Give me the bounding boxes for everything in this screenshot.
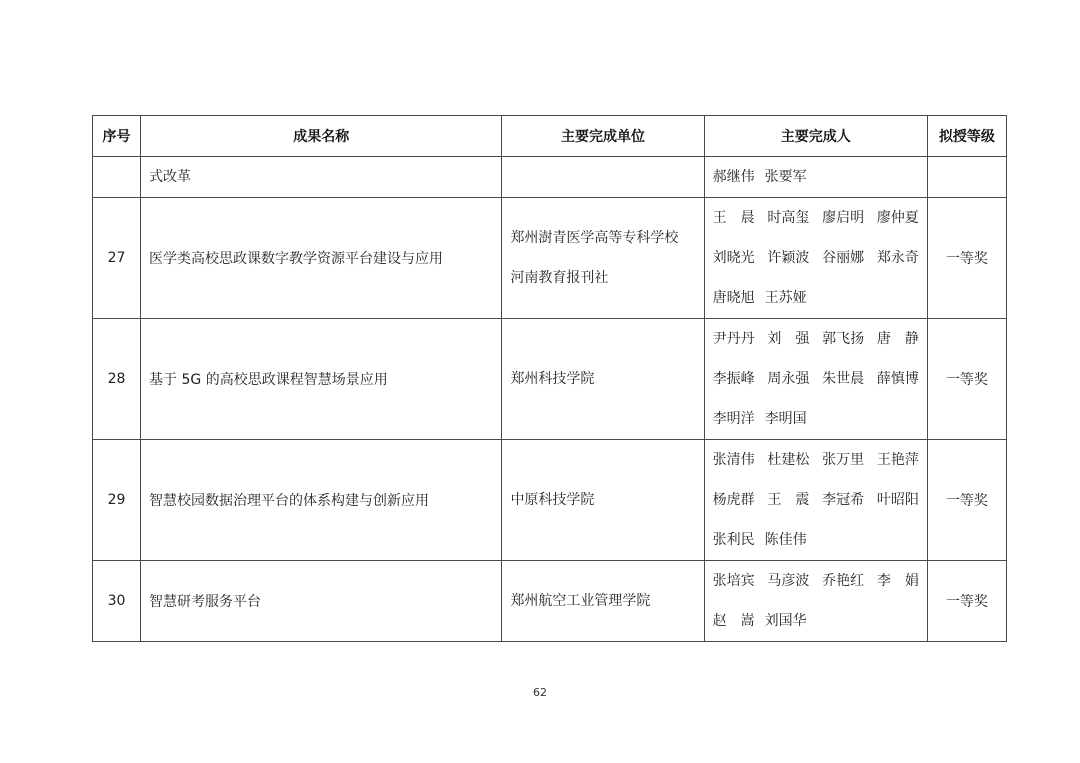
completion-people <box>704 319 927 440</box>
continuation-num <box>93 157 141 198</box>
person-name: 朱世晨 <box>822 371 865 387</box>
row-number: 28 <box>93 319 141 440</box>
achievement-name: 智慧校园数据治理平台的体系构建与创新应用 <box>141 440 502 561</box>
award-level: 一等奖 <box>927 561 1006 642</box>
person-name: 尹丹丹 <box>712 331 755 347</box>
continuation-people-line <box>713 157 919 197</box>
person-name: 郭飞扬 <box>822 331 865 347</box>
people-line <box>713 601 919 641</box>
unit-name: 郑州澍青医学高等专科学校 <box>510 230 679 246</box>
header-level: 拟授等级 <box>927 116 1006 157</box>
people-line <box>713 198 919 238</box>
person-name: 时高玺 <box>767 210 810 226</box>
person-name: 乔艳红 <box>822 573 865 589</box>
person-name: 张万里 <box>822 452 865 468</box>
award-level: 一等奖 <box>927 198 1006 319</box>
unit-name: 郑州科技学院 <box>510 371 595 387</box>
person-name: 刘 强 <box>767 331 810 347</box>
people-line <box>713 480 919 520</box>
completion-unit <box>502 561 704 642</box>
person-name: 唐 静 <box>876 331 919 347</box>
completion-people <box>704 198 927 319</box>
award-level: 一等奖 <box>927 319 1006 440</box>
people-line <box>713 319 919 359</box>
person-name: 赵 嵩 <box>712 613 755 629</box>
person-name: 周永强 <box>767 371 810 387</box>
person-name: 马彦波 <box>767 573 810 589</box>
person-name: 张要军 <box>764 169 807 185</box>
table-row <box>93 440 1007 561</box>
people-line <box>713 440 919 480</box>
table-row <box>93 561 1007 642</box>
completion-people <box>704 561 927 642</box>
header-people: 主要完成人 <box>704 116 927 157</box>
continuation-name <box>141 157 502 198</box>
row-number: 29 <box>93 440 141 561</box>
award-table <box>92 115 1007 642</box>
row-number: 27 <box>93 198 141 319</box>
person-name: 唐晓旭 <box>712 290 755 306</box>
person-name: 李 娟 <box>876 573 919 589</box>
person-name: 廖启明 <box>822 210 865 226</box>
continuation-unit <box>502 157 704 198</box>
person-name: 王 晨 <box>712 210 755 226</box>
person-name: 李明国 <box>764 411 807 427</box>
person-name: 王 震 <box>767 492 810 508</box>
person-name: 李明洋 <box>712 411 755 427</box>
header-name: 成果名称 <box>141 116 502 157</box>
person-name: 许颖波 <box>767 250 810 266</box>
people-line <box>713 238 919 278</box>
person-name: 杨虎群 <box>712 492 755 508</box>
people-line <box>713 520 919 560</box>
achievement-name: 基于 5G 的高校思政课程智慧场景应用 <box>141 319 502 440</box>
people-line <box>713 359 919 399</box>
completion-unit <box>502 319 704 440</box>
person-name: 廖仲夏 <box>876 210 919 226</box>
person-name: 李振峰 <box>712 371 755 387</box>
completion-people <box>704 440 927 561</box>
header-num: 序号 <box>93 116 141 157</box>
page-number: 62 <box>533 686 547 699</box>
person-name: 薛慎博 <box>876 371 919 387</box>
person-name: 刘晓光 <box>712 250 755 266</box>
person-name: 张清伟 <box>712 452 755 468</box>
person-name: 叶昭阳 <box>876 492 919 508</box>
unit-name: 河南教育报刊社 <box>510 270 609 286</box>
people-line <box>713 561 919 601</box>
unit-name: 中原科技学院 <box>510 492 595 508</box>
continuation-people <box>704 157 927 198</box>
table-row <box>93 319 1007 440</box>
person-name: 王苏娅 <box>764 290 807 306</box>
achievement-name: 医学类高校思政课数字教学资源平台建设与应用 <box>141 198 502 319</box>
person-name: 李冠希 <box>822 492 865 508</box>
completion-unit <box>502 440 704 561</box>
continuation-level <box>927 157 1006 198</box>
header-unit: 主要完成单位 <box>502 116 704 157</box>
person-name: 张培宾 <box>712 573 755 589</box>
unit-name: 郑州航空工业管理学院 <box>510 593 651 609</box>
person-name: 王艳萍 <box>876 452 919 468</box>
continuation-row <box>93 157 1007 198</box>
completion-unit <box>502 198 704 319</box>
person-name: 郑永奇 <box>876 250 919 266</box>
people-line <box>713 399 919 439</box>
continuation-name-text: 式改革 <box>149 169 192 185</box>
row-number: 30 <box>93 561 141 642</box>
person-name: 谷丽娜 <box>822 250 865 266</box>
person-name: 陈佳伟 <box>764 532 807 548</box>
person-name: 杜建松 <box>767 452 810 468</box>
people-line <box>713 278 919 318</box>
person-name: 刘国华 <box>764 613 807 629</box>
person-name: 张利民 <box>712 532 755 548</box>
achievement-name: 智慧研考服务平台 <box>141 561 502 642</box>
award-level: 一等奖 <box>927 440 1006 561</box>
table-row <box>93 198 1007 319</box>
header-row <box>93 116 1007 157</box>
person-name: 郝继伟 <box>712 169 755 185</box>
